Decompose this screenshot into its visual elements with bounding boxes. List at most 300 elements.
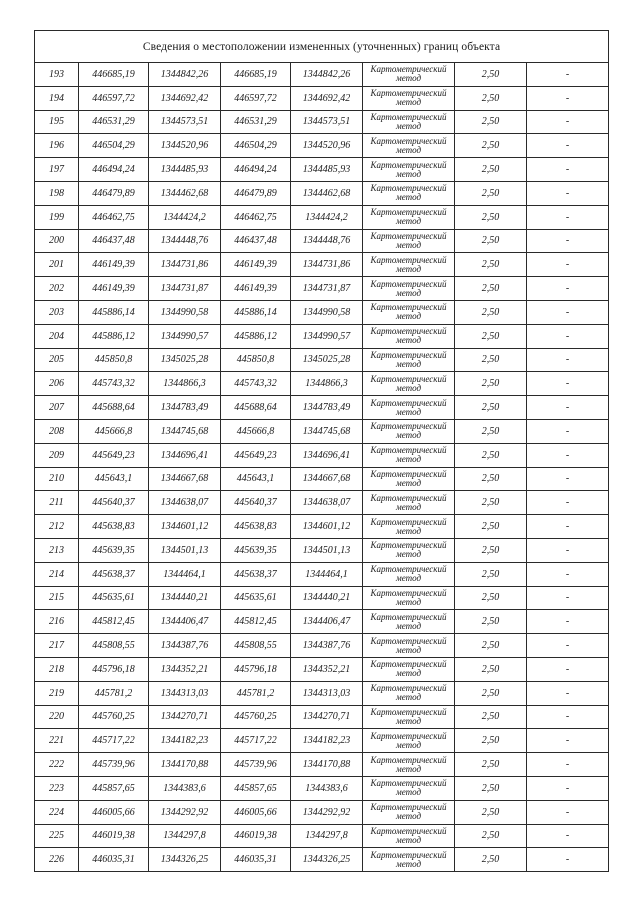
method-line2: метод bbox=[395, 430, 422, 441]
table-row bbox=[35, 63, 609, 87]
table-row bbox=[35, 491, 609, 515]
method-cell bbox=[363, 705, 455, 729]
description-cell: - bbox=[527, 134, 609, 158]
method-line1: Картометрический bbox=[370, 445, 447, 456]
x-new-cell: 446149,39 bbox=[221, 277, 291, 301]
description-cell: - bbox=[527, 705, 609, 729]
description-cell: - bbox=[527, 396, 609, 420]
boundary-coordinates-sheet bbox=[34, 30, 608, 872]
y-new-cell: 1344696,41 bbox=[291, 443, 363, 467]
y-old-cell: 1344601,12 bbox=[149, 515, 221, 539]
y-new-cell: 1344424,2 bbox=[291, 205, 363, 229]
point-number-cell: 224 bbox=[35, 800, 79, 824]
description-cell: - bbox=[527, 562, 609, 586]
method-cell bbox=[363, 348, 455, 372]
method-cell bbox=[363, 63, 455, 87]
point-number-cell: 218 bbox=[35, 657, 79, 681]
y-old-cell: 1344696,41 bbox=[149, 443, 221, 467]
method-line2: метод bbox=[395, 287, 422, 298]
table-row bbox=[35, 110, 609, 134]
description-cell: - bbox=[527, 657, 609, 681]
method-line1: Картометрический bbox=[370, 111, 447, 122]
y-new-cell: 1344501,13 bbox=[291, 538, 363, 562]
x-old-cell: 446019,38 bbox=[79, 824, 149, 848]
method-cell bbox=[363, 681, 455, 705]
x-new-cell: 445808,55 bbox=[221, 634, 291, 658]
method-line1: Картометрический bbox=[370, 492, 447, 503]
method-line2: метод bbox=[395, 477, 422, 488]
table-row bbox=[35, 753, 609, 777]
x-new-cell: 446531,29 bbox=[221, 110, 291, 134]
y-old-cell: 1345025,28 bbox=[149, 348, 221, 372]
y-new-cell: 1344326,25 bbox=[291, 848, 363, 872]
method-cell bbox=[363, 657, 455, 681]
method-line1: Картометрический bbox=[370, 825, 447, 836]
description-cell: - bbox=[527, 729, 609, 753]
description-cell: - bbox=[527, 515, 609, 539]
table-row bbox=[35, 229, 609, 253]
method-line1: Картометрический bbox=[370, 706, 447, 717]
y-old-cell: 1344270,71 bbox=[149, 705, 221, 729]
y-old-cell: 1344464,1 bbox=[149, 562, 221, 586]
y-old-cell: 1344297,8 bbox=[149, 824, 221, 848]
description-cell: - bbox=[527, 63, 609, 87]
method-line2: метод bbox=[395, 811, 422, 822]
y-old-cell: 1344692,42 bbox=[149, 86, 221, 110]
y-new-cell: 1344448,76 bbox=[291, 229, 363, 253]
precision-cell: 2,50 bbox=[455, 253, 527, 277]
table-row bbox=[35, 300, 609, 324]
point-number-cell: 222 bbox=[35, 753, 79, 777]
y-old-cell: 1344424,2 bbox=[149, 205, 221, 229]
method-line2: метод bbox=[395, 858, 422, 869]
y-new-cell: 1344783,49 bbox=[291, 396, 363, 420]
description-cell: - bbox=[527, 800, 609, 824]
y-old-cell: 1344990,58 bbox=[149, 300, 221, 324]
precision-cell: 2,50 bbox=[455, 705, 527, 729]
method-line1: Картометрический bbox=[370, 373, 447, 384]
y-old-cell: 1344990,57 bbox=[149, 324, 221, 348]
description-cell: - bbox=[527, 158, 609, 182]
precision-cell: 2,50 bbox=[455, 158, 527, 182]
y-old-cell: 1344292,92 bbox=[149, 800, 221, 824]
point-number-cell: 209 bbox=[35, 443, 79, 467]
precision-cell: 2,50 bbox=[455, 824, 527, 848]
description-cell: - bbox=[527, 824, 609, 848]
table-row bbox=[35, 86, 609, 110]
point-number-cell: 214 bbox=[35, 562, 79, 586]
x-new-cell: 446019,38 bbox=[221, 824, 291, 848]
description-cell: - bbox=[527, 848, 609, 872]
method-line2: метод bbox=[395, 358, 422, 369]
method-line2: метод bbox=[395, 73, 422, 84]
x-new-cell: 445643,1 bbox=[221, 467, 291, 491]
x-new-cell: 445760,25 bbox=[221, 705, 291, 729]
description-cell: - bbox=[527, 443, 609, 467]
x-old-cell: 446597,72 bbox=[79, 86, 149, 110]
table-row bbox=[35, 681, 609, 705]
coordinates-table bbox=[34, 30, 609, 872]
point-number-cell: 206 bbox=[35, 372, 79, 396]
method-line1: Картометрический bbox=[370, 397, 447, 408]
y-new-cell: 1344667,68 bbox=[291, 467, 363, 491]
table-row bbox=[35, 277, 609, 301]
method-cell bbox=[363, 253, 455, 277]
y-old-cell: 1344462,68 bbox=[149, 181, 221, 205]
table-row bbox=[35, 562, 609, 586]
point-number-cell: 202 bbox=[35, 277, 79, 301]
precision-cell: 2,50 bbox=[455, 681, 527, 705]
description-cell: - bbox=[527, 419, 609, 443]
method-line2: метод bbox=[395, 787, 422, 798]
method-line2: метод bbox=[395, 739, 422, 750]
method-cell bbox=[363, 634, 455, 658]
x-new-cell: 446479,89 bbox=[221, 181, 291, 205]
method-line2: метод bbox=[395, 549, 422, 560]
method-line2: метод bbox=[395, 382, 422, 393]
precision-cell: 2,50 bbox=[455, 586, 527, 610]
method-line1: Картометрический bbox=[370, 302, 447, 313]
table-row bbox=[35, 205, 609, 229]
method-cell bbox=[363, 848, 455, 872]
description-cell: - bbox=[527, 229, 609, 253]
x-new-cell: 445796,18 bbox=[221, 657, 291, 681]
method-line1: Картометрический bbox=[370, 230, 447, 241]
precision-cell: 2,50 bbox=[455, 348, 527, 372]
x-new-cell: 445886,14 bbox=[221, 300, 291, 324]
method-line1: Картометрический bbox=[370, 802, 447, 813]
y-new-cell: 1344866,3 bbox=[291, 372, 363, 396]
precision-cell: 2,50 bbox=[455, 848, 527, 872]
method-line2: метод bbox=[395, 168, 422, 179]
method-line1: Картометрический bbox=[370, 778, 447, 789]
table-row bbox=[35, 634, 609, 658]
precision-cell: 2,50 bbox=[455, 491, 527, 515]
method-cell bbox=[363, 134, 455, 158]
point-number-cell: 217 bbox=[35, 634, 79, 658]
point-number-cell: 205 bbox=[35, 348, 79, 372]
point-number-cell: 212 bbox=[35, 515, 79, 539]
precision-cell: 2,50 bbox=[455, 729, 527, 753]
description-cell: - bbox=[527, 324, 609, 348]
method-cell bbox=[363, 729, 455, 753]
description-cell: - bbox=[527, 348, 609, 372]
method-line1: Картометрический bbox=[370, 611, 447, 622]
precision-cell: 2,50 bbox=[455, 562, 527, 586]
method-line1: Картометрический bbox=[370, 64, 447, 75]
method-line1: Картометрический bbox=[370, 183, 447, 194]
y-new-cell: 1344352,21 bbox=[291, 657, 363, 681]
point-number-cell: 219 bbox=[35, 681, 79, 705]
point-number-cell: 211 bbox=[35, 491, 79, 515]
x-old-cell: 446005,66 bbox=[79, 800, 149, 824]
precision-cell: 2,50 bbox=[455, 205, 527, 229]
y-new-cell: 1344170,88 bbox=[291, 753, 363, 777]
precision-cell: 2,50 bbox=[455, 229, 527, 253]
x-old-cell: 445643,1 bbox=[79, 467, 149, 491]
method-cell bbox=[363, 324, 455, 348]
x-new-cell: 445886,12 bbox=[221, 324, 291, 348]
x-new-cell: 445640,37 bbox=[221, 491, 291, 515]
y-new-cell: 1344990,57 bbox=[291, 324, 363, 348]
method-cell bbox=[363, 538, 455, 562]
x-new-cell: 446504,29 bbox=[221, 134, 291, 158]
precision-cell: 2,50 bbox=[455, 443, 527, 467]
method-cell bbox=[363, 158, 455, 182]
precision-cell: 2,50 bbox=[455, 776, 527, 800]
table-row bbox=[35, 253, 609, 277]
description-cell: - bbox=[527, 491, 609, 515]
y-old-cell: 1344667,68 bbox=[149, 467, 221, 491]
x-old-cell: 445717,22 bbox=[79, 729, 149, 753]
table-row bbox=[35, 158, 609, 182]
y-new-cell: 1344731,86 bbox=[291, 253, 363, 277]
method-cell bbox=[363, 229, 455, 253]
method-cell bbox=[363, 277, 455, 301]
precision-cell: 2,50 bbox=[455, 634, 527, 658]
y-old-cell: 1344573,51 bbox=[149, 110, 221, 134]
y-old-cell: 1344326,25 bbox=[149, 848, 221, 872]
y-old-cell: 1344783,49 bbox=[149, 396, 221, 420]
precision-cell: 2,50 bbox=[455, 134, 527, 158]
method-line2: метод bbox=[395, 335, 422, 346]
y-new-cell: 1344270,71 bbox=[291, 705, 363, 729]
x-new-cell: 445666,8 bbox=[221, 419, 291, 443]
y-new-cell: 1344383,6 bbox=[291, 776, 363, 800]
method-line2: метод bbox=[395, 311, 422, 322]
method-line2: метод bbox=[395, 834, 422, 845]
x-old-cell: 445781,2 bbox=[79, 681, 149, 705]
y-new-cell: 1344440,21 bbox=[291, 586, 363, 610]
x-new-cell: 445812,45 bbox=[221, 610, 291, 634]
method-cell bbox=[363, 586, 455, 610]
x-old-cell: 445639,35 bbox=[79, 538, 149, 562]
method-line2: метод bbox=[395, 192, 422, 203]
method-cell bbox=[363, 824, 455, 848]
method-line2: метод bbox=[395, 763, 422, 774]
y-old-cell: 1344387,76 bbox=[149, 634, 221, 658]
method-line1: Картометрический bbox=[370, 88, 447, 99]
table-row bbox=[35, 538, 609, 562]
method-line1: Картометрический bbox=[370, 754, 447, 765]
point-number-cell: 221 bbox=[35, 729, 79, 753]
table-row bbox=[35, 134, 609, 158]
x-new-cell: 445739,96 bbox=[221, 753, 291, 777]
description-cell: - bbox=[527, 86, 609, 110]
point-number-cell: 207 bbox=[35, 396, 79, 420]
table-row bbox=[35, 419, 609, 443]
point-number-cell: 203 bbox=[35, 300, 79, 324]
y-old-cell: 1344182,23 bbox=[149, 729, 221, 753]
method-cell bbox=[363, 491, 455, 515]
x-old-cell: 445850,8 bbox=[79, 348, 149, 372]
method-line2: метод bbox=[395, 501, 422, 512]
x-new-cell: 445635,61 bbox=[221, 586, 291, 610]
point-number-cell: 223 bbox=[35, 776, 79, 800]
x-old-cell: 445886,14 bbox=[79, 300, 149, 324]
method-line1: Картометрический bbox=[370, 468, 447, 479]
table-row bbox=[35, 800, 609, 824]
x-old-cell: 445666,8 bbox=[79, 419, 149, 443]
y-old-cell: 1344313,03 bbox=[149, 681, 221, 705]
point-number-cell: 226 bbox=[35, 848, 79, 872]
description-cell: - bbox=[527, 753, 609, 777]
x-old-cell: 445649,23 bbox=[79, 443, 149, 467]
method-line2: метод bbox=[395, 97, 422, 108]
point-number-cell: 198 bbox=[35, 181, 79, 205]
method-line1: Картометрический bbox=[370, 207, 447, 218]
table-row bbox=[35, 372, 609, 396]
x-old-cell: 445635,61 bbox=[79, 586, 149, 610]
x-new-cell: 445850,8 bbox=[221, 348, 291, 372]
method-cell bbox=[363, 562, 455, 586]
precision-cell: 2,50 bbox=[455, 372, 527, 396]
method-line2: метод bbox=[395, 525, 422, 536]
x-old-cell: 446462,75 bbox=[79, 205, 149, 229]
x-old-cell: 445857,65 bbox=[79, 776, 149, 800]
method-line1: Картометрический bbox=[370, 730, 447, 741]
description-cell: - bbox=[527, 277, 609, 301]
method-cell bbox=[363, 110, 455, 134]
table-row bbox=[35, 586, 609, 610]
point-number-cell: 216 bbox=[35, 610, 79, 634]
precision-cell: 2,50 bbox=[455, 538, 527, 562]
y-old-cell: 1344520,96 bbox=[149, 134, 221, 158]
y-old-cell: 1344383,6 bbox=[149, 776, 221, 800]
point-number-cell: 193 bbox=[35, 63, 79, 87]
y-old-cell: 1344170,88 bbox=[149, 753, 221, 777]
y-new-cell: 1344692,42 bbox=[291, 86, 363, 110]
y-old-cell: 1344352,21 bbox=[149, 657, 221, 681]
point-number-cell: 225 bbox=[35, 824, 79, 848]
x-new-cell: 446494,24 bbox=[221, 158, 291, 182]
description-cell: - bbox=[527, 610, 609, 634]
method-line1: Картометрический bbox=[370, 849, 447, 860]
y-old-cell: 1344638,07 bbox=[149, 491, 221, 515]
table-title-row bbox=[35, 31, 609, 63]
method-cell bbox=[363, 467, 455, 491]
y-new-cell: 1344745,68 bbox=[291, 419, 363, 443]
method-line1: Картометрический bbox=[370, 683, 447, 694]
y-new-cell: 1344573,51 bbox=[291, 110, 363, 134]
table-row bbox=[35, 824, 609, 848]
point-number-cell: 213 bbox=[35, 538, 79, 562]
precision-cell: 2,50 bbox=[455, 396, 527, 420]
method-line1: Картометрический bbox=[370, 659, 447, 670]
precision-cell: 2,50 bbox=[455, 63, 527, 87]
method-line2: метод bbox=[395, 596, 422, 607]
precision-cell: 2,50 bbox=[455, 324, 527, 348]
x-old-cell: 445796,18 bbox=[79, 657, 149, 681]
description-cell: - bbox=[527, 634, 609, 658]
description-cell: - bbox=[527, 586, 609, 610]
method-line1: Картометрический bbox=[370, 135, 447, 146]
x-old-cell: 446685,19 bbox=[79, 63, 149, 87]
method-line2: метод bbox=[395, 406, 422, 417]
x-new-cell: 446685,19 bbox=[221, 63, 291, 87]
x-old-cell: 445640,37 bbox=[79, 491, 149, 515]
method-line1: Картометрический bbox=[370, 326, 447, 337]
y-new-cell: 1344462,68 bbox=[291, 181, 363, 205]
method-cell bbox=[363, 419, 455, 443]
x-new-cell: 446149,39 bbox=[221, 253, 291, 277]
precision-cell: 2,50 bbox=[455, 515, 527, 539]
y-new-cell: 1344182,23 bbox=[291, 729, 363, 753]
method-cell bbox=[363, 443, 455, 467]
description-cell: - bbox=[527, 181, 609, 205]
x-new-cell: 445857,65 bbox=[221, 776, 291, 800]
y-new-cell: 1344406,47 bbox=[291, 610, 363, 634]
x-old-cell: 445739,96 bbox=[79, 753, 149, 777]
table-row bbox=[35, 515, 609, 539]
method-line2: метод bbox=[395, 144, 422, 155]
point-number-cell: 201 bbox=[35, 253, 79, 277]
x-new-cell: 445638,83 bbox=[221, 515, 291, 539]
x-new-cell: 446437,48 bbox=[221, 229, 291, 253]
description-cell: - bbox=[527, 681, 609, 705]
table-row bbox=[35, 467, 609, 491]
table-row bbox=[35, 776, 609, 800]
y-new-cell: 1344520,96 bbox=[291, 134, 363, 158]
method-line2: метод bbox=[395, 620, 422, 631]
point-number-cell: 215 bbox=[35, 586, 79, 610]
table-row bbox=[35, 610, 609, 634]
y-new-cell: 1344464,1 bbox=[291, 562, 363, 586]
y-new-cell: 1344842,26 bbox=[291, 63, 363, 87]
x-new-cell: 445649,23 bbox=[221, 443, 291, 467]
y-new-cell: 1345025,28 bbox=[291, 348, 363, 372]
table-row bbox=[35, 729, 609, 753]
method-line2: метод bbox=[395, 454, 422, 465]
table-row bbox=[35, 705, 609, 729]
y-old-cell: 1344745,68 bbox=[149, 419, 221, 443]
precision-cell: 2,50 bbox=[455, 419, 527, 443]
point-number-cell: 197 bbox=[35, 158, 79, 182]
x-old-cell: 446494,24 bbox=[79, 158, 149, 182]
y-new-cell: 1344990,58 bbox=[291, 300, 363, 324]
y-new-cell: 1344731,87 bbox=[291, 277, 363, 301]
table-row bbox=[35, 348, 609, 372]
precision-cell: 2,50 bbox=[455, 657, 527, 681]
x-new-cell: 445743,32 bbox=[221, 372, 291, 396]
method-cell bbox=[363, 515, 455, 539]
point-number-cell: 208 bbox=[35, 419, 79, 443]
description-cell: - bbox=[527, 372, 609, 396]
y-old-cell: 1344731,86 bbox=[149, 253, 221, 277]
precision-cell: 2,50 bbox=[455, 300, 527, 324]
method-cell bbox=[363, 776, 455, 800]
method-cell bbox=[363, 753, 455, 777]
table-row bbox=[35, 324, 609, 348]
table-row bbox=[35, 181, 609, 205]
method-line2: метод bbox=[395, 120, 422, 131]
precision-cell: 2,50 bbox=[455, 86, 527, 110]
description-cell: - bbox=[527, 776, 609, 800]
method-line2: метод bbox=[395, 644, 422, 655]
precision-cell: 2,50 bbox=[455, 610, 527, 634]
table-row bbox=[35, 396, 609, 420]
point-number-cell: 200 bbox=[35, 229, 79, 253]
y-new-cell: 1344297,8 bbox=[291, 824, 363, 848]
x-old-cell: 445886,12 bbox=[79, 324, 149, 348]
method-line1: Картометрический bbox=[370, 159, 447, 170]
point-number-cell: 210 bbox=[35, 467, 79, 491]
x-new-cell: 446035,31 bbox=[221, 848, 291, 872]
table-row bbox=[35, 657, 609, 681]
precision-cell: 2,50 bbox=[455, 181, 527, 205]
y-new-cell: 1344313,03 bbox=[291, 681, 363, 705]
y-new-cell: 1344387,76 bbox=[291, 634, 363, 658]
